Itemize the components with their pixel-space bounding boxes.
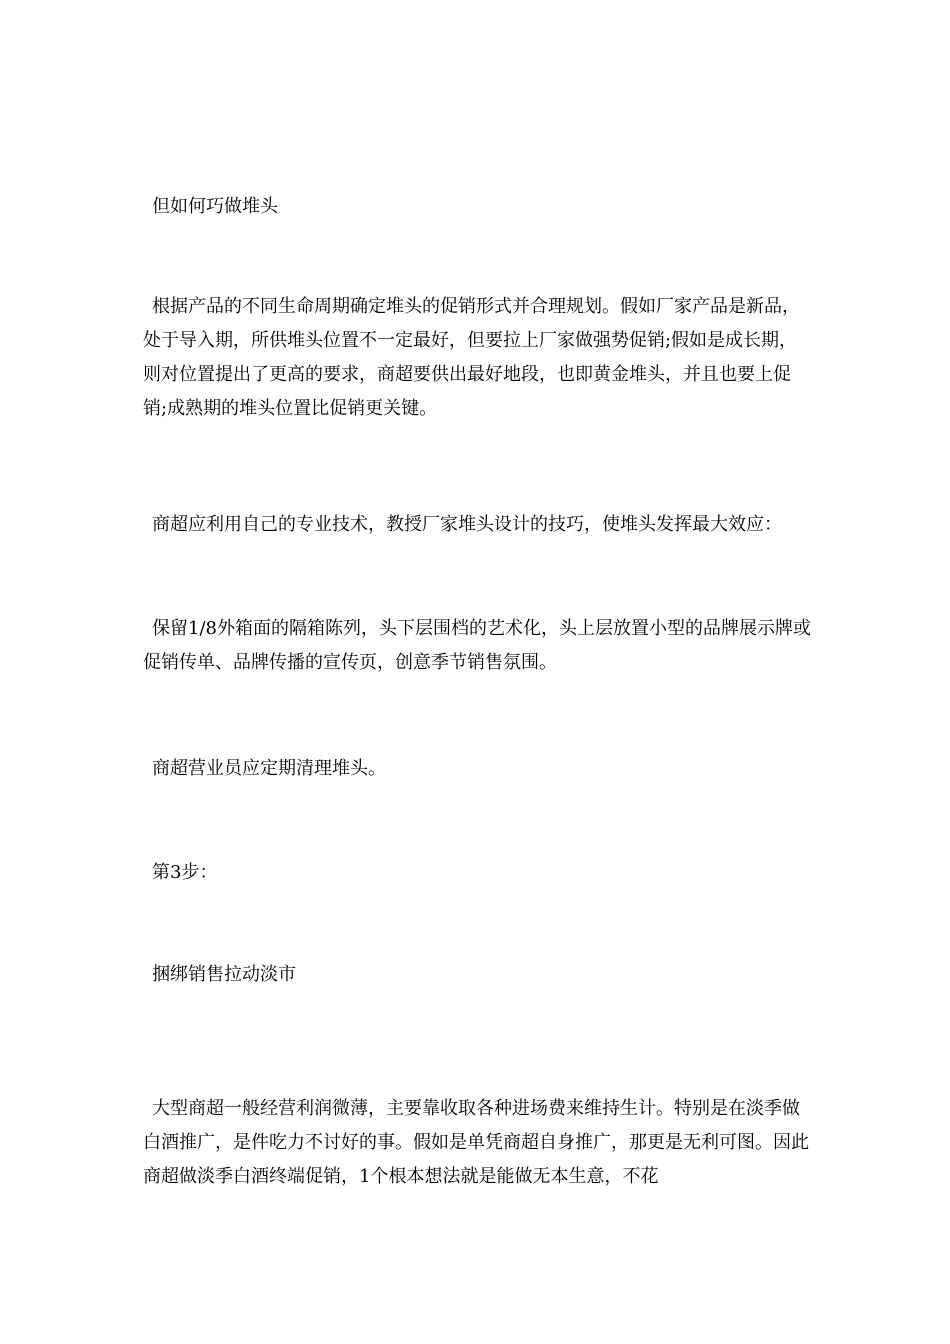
body-paragraph: 商超营业员应定期清理堆头。 xyxy=(152,758,386,779)
body-paragraph: 商超应利用自己的专业技术，教授厂家堆头设计的技巧，使堆头发挥最大效应： xyxy=(152,514,782,535)
body-paragraph: 大型商超一般经营利润微薄，主要靠收取各种进场费来维持生计。特别是在淡季做白酒推广，是件吃力不讨好的事。假如是单凭商超自身推广，那更是无利可图。因此商超做淡季白酒终端促销，1个根本想法就是能做无本生意，不花 xyxy=(143,1098,809,1187)
section-heading: 但如何巧做堆头 xyxy=(152,196,278,217)
body-paragraph: 保留1/8外箱面的隔箱陈列，头下层围档的艺术化，头上层放置小型的品牌展示牌或促销传单、品牌传播的宣传页，创意季节销售氛围。 xyxy=(143,618,811,673)
body-paragraph: 根据产品的不同生命周期确定堆头的促销形式并合理规划。假如厂家产品是新品，处于导入期，所供堆头位置不一定最好，但要拉上厂家做强势促销;假如是成长期，则对位置提出了更高的要求，商超要供出最好地段，也即黄金堆头，并且也要上促销;成熟期的堆头位置比促销更关键。 xyxy=(143,296,800,419)
section-heading: 捆绑销售拉动淡市 xyxy=(152,964,296,985)
step-heading: 第3步： xyxy=(152,862,218,883)
